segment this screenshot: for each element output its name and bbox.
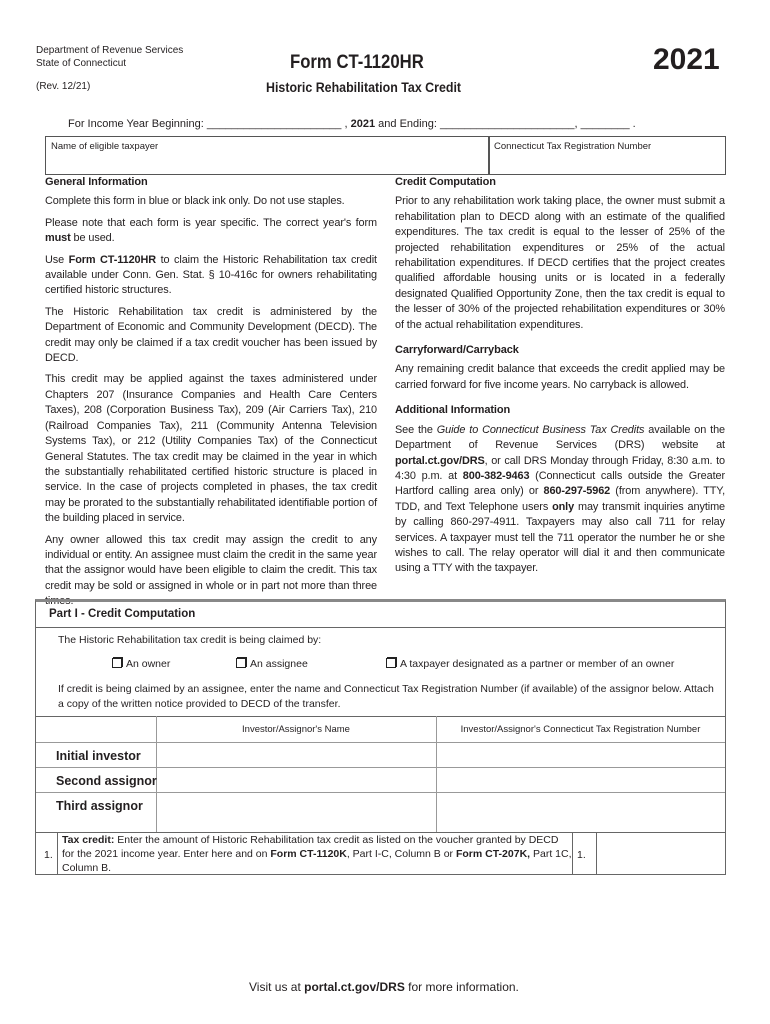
revision-date: (Rev. 12/21) <box>36 81 91 92</box>
paragraph <box>45 533 377 610</box>
begin-date-field[interactable]: ______________________ <box>206 118 342 130</box>
text-segment: (Connecticut calls outside the Greater Hartford calling area only) or <box>395 469 725 498</box>
separator: , <box>344 118 348 130</box>
checkbox-icon[interactable] <box>386 658 396 668</box>
text-segment: 800-382-9463 <box>462 469 530 482</box>
form-ct-207k: Form CT-207K, <box>455 848 531 860</box>
text-segment: 860-297-5962 <box>543 485 611 498</box>
department-name: Department of Revenue Services <box>36 45 184 56</box>
text-segment: be used. <box>70 232 115 245</box>
paragraph <box>45 194 377 209</box>
end-date-field[interactable]: ______________________, <box>439 118 578 130</box>
checkbox-icon[interactable] <box>236 658 246 668</box>
form-title: Form CT-1120HR <box>290 52 424 73</box>
tax-registration-field[interactable] <box>488 136 726 175</box>
text-segment: to claim the Historic Rehabilitation tax credit available under Conn. Gen. Stat. § 10-416c for owners rehabilitating certified historic structures. <box>45 253 377 297</box>
paragraph <box>45 305 377 367</box>
income-year-value: 2021 <box>350 118 376 130</box>
option-assignee[interactable] <box>236 658 308 670</box>
row-initial-investor: Initial investor <box>56 749 141 763</box>
text-segment: Prior to any rehabilitation work taking place, the owner must submit a rehabilitation plan to DECD along with an estimate of the qualified expenditures. The tax credit is equal to the lesser of 25% of the projected rehabilitation expenditures or 25% of the actual rehabilitation expenditures. If DECD certifies that the project creates qualified affordable housing units or is located in a federally designated Qualified Opportunity Zone, then the tax credit is equal to the lesser of 30% of the projected rehabilitation expenditures or 30% of the actual rehabilitation expenditures. <box>395 195 725 331</box>
row-third-assignor: Third assignor <box>56 799 143 813</box>
text-segment: only <box>552 500 575 513</box>
tax-registration-label: Connecticut Tax Registration Number <box>494 141 652 152</box>
text-segment: Any remaining credit balance that exceeds the credit applied may be carried forward for five income years. No carryback is allowed. <box>395 363 725 391</box>
income-year-line <box>68 118 636 130</box>
paragraph <box>395 194 725 333</box>
row-second-assignor: Second assignor <box>56 774 157 788</box>
line-1-box-number: 1. <box>577 849 586 861</box>
option-label: An assignee <box>250 658 308 670</box>
end-year-field[interactable]: ________ <box>580 118 630 130</box>
assignee-note: If credit is being claimed by an assignee, enter the name and Connecticut Tax Registration Number (if available) of the assignor below. Attach a copy of the written notice provided to DECD of the transfer. <box>58 683 714 710</box>
option-label: A taxpayer designated as a partner or member of an owner <box>400 658 675 670</box>
assignor-reg-header: Investor/Assignor's Connecticut Tax Registration Number <box>460 724 701 735</box>
general-information-heading: General Information <box>45 176 148 188</box>
footer <box>249 980 519 994</box>
footer-text: for more information. <box>404 980 519 994</box>
option-label: An owner <box>126 658 171 670</box>
drs-link[interactable]: portal.ct.gov/DRS <box>304 980 405 994</box>
text-segment: This credit may be applied against the taxes administered under Chapters 207 (Insurance Companies and Health Care Centers Taxes), 208 (Corporation Business Tax), 209 (Air Carriers Tax), 210 (Railroad Companies Tax), 211 (Community Antenna Television Systems Tax), or 212 (Utility Companies Tax) of the Connecticut General Statutes. The tax credit may be claimed in the year in which the substantially rehabilitated certified historic structure is placed in service. In the case of projects completed in phases, the tax credit may be prorated to the substantially rehabilitated identifiable portion of the building placed in service. <box>45 373 377 525</box>
part-1-credit-computation <box>35 599 726 875</box>
text-segment: available on the Department of Revenue Services (DRS) website at <box>395 423 725 452</box>
paragraph <box>395 362 725 393</box>
paragraph <box>395 423 725 577</box>
paragraph <box>45 216 377 247</box>
period: . <box>632 118 636 130</box>
option-partner-member[interactable] <box>386 658 674 670</box>
text-segment: (from anywhere). TTY, TDD, and Text Telephone users <box>395 485 725 513</box>
text-segment: The Historic Rehabilitation tax credit is administered by the Department of Economic and Community Development (DECD). The credit may only be claimed if a tax credit voucher has been issued by DECD. <box>45 305 377 365</box>
section-heading: Additional Information <box>395 404 511 417</box>
assignor-name-header: Investor/Assignor's Name <box>242 724 350 735</box>
text-segment: may transmit inquiries anytime by calling 860-297-4911. Taxpayers may also call 711 for relay services. A taxpayer must tell the 711 operator the number he or she wishes to call. The relay operator will dial it and then communicate using a TTY with the taxpayer. <box>395 500 725 575</box>
paragraph <box>45 372 377 526</box>
taxpayer-name-label: Name of eligible taxpayer <box>51 141 159 152</box>
footer-text: Visit us at <box>249 980 305 994</box>
line-1-text: Part 1C, Column B. <box>62 848 572 874</box>
tax-year: 2021 <box>653 43 720 76</box>
part-1-title: Part I - Credit Computation <box>49 608 196 620</box>
text-segment: Form CT-1120HR <box>68 253 157 266</box>
line-1-label: Tax credit: <box>62 834 115 846</box>
line-1-text: Enter the amount of Historic Rehabilitation tax credit as listed on the voucher granted by DECD for the 2021 income year. Enter here and on <box>62 834 559 860</box>
line-1-description <box>62 833 572 875</box>
text-segment: portal.ct.gov/DRS <box>395 454 485 467</box>
text-segment: Use <box>45 253 69 266</box>
section-heading: Credit Computation <box>395 176 496 188</box>
text-segment: See the <box>395 423 437 436</box>
text-segment: Please note that each form is year specific. The correct year's form <box>45 216 377 229</box>
form-ct-1120k: Form CT-1120K <box>270 848 347 860</box>
claimed-by-label: The Historic Rehabilitation tax credit is being claimed by: <box>58 634 322 646</box>
text-segment: Any owner allowed this tax credit may assign the credit to any individual or entity. An assignee must claim the credit in the same year that the assignor would have been eligible to claim the credit. This tax credit may be sold or assigned in whole or in part not more than three times. <box>45 533 377 608</box>
line-1-amount-field[interactable] <box>597 833 724 873</box>
option-owner[interactable] <box>112 658 170 670</box>
income-year-label: For Income Year Beginning: <box>68 118 204 130</box>
text-segment: Guide to Connecticut Business Tax Credits <box>436 423 645 436</box>
general-information <box>45 175 377 616</box>
form-subtitle: Historic Rehabilitation Tax Credit <box>266 80 462 95</box>
text-segment: Complete this form in blue or black ink only. Do not use staples. <box>45 195 345 208</box>
state-name: State of Connecticut <box>36 58 127 69</box>
line-1-text: , Part I-C, Column B or <box>346 848 456 860</box>
ending-label: and Ending: <box>378 118 437 130</box>
text-segment: , or call DRS Monday through Friday, 8:30 a.m. to 4:30 p.m. at <box>395 454 725 482</box>
line-1-number: 1. <box>44 849 53 861</box>
right-column <box>395 175 725 583</box>
taxpayer-name-field[interactable] <box>45 136 490 175</box>
checkbox-icon[interactable] <box>112 658 122 668</box>
text-segment: must <box>45 232 71 245</box>
section-heading: Carryforward/Carryback <box>395 344 519 357</box>
paragraph <box>45 253 377 299</box>
